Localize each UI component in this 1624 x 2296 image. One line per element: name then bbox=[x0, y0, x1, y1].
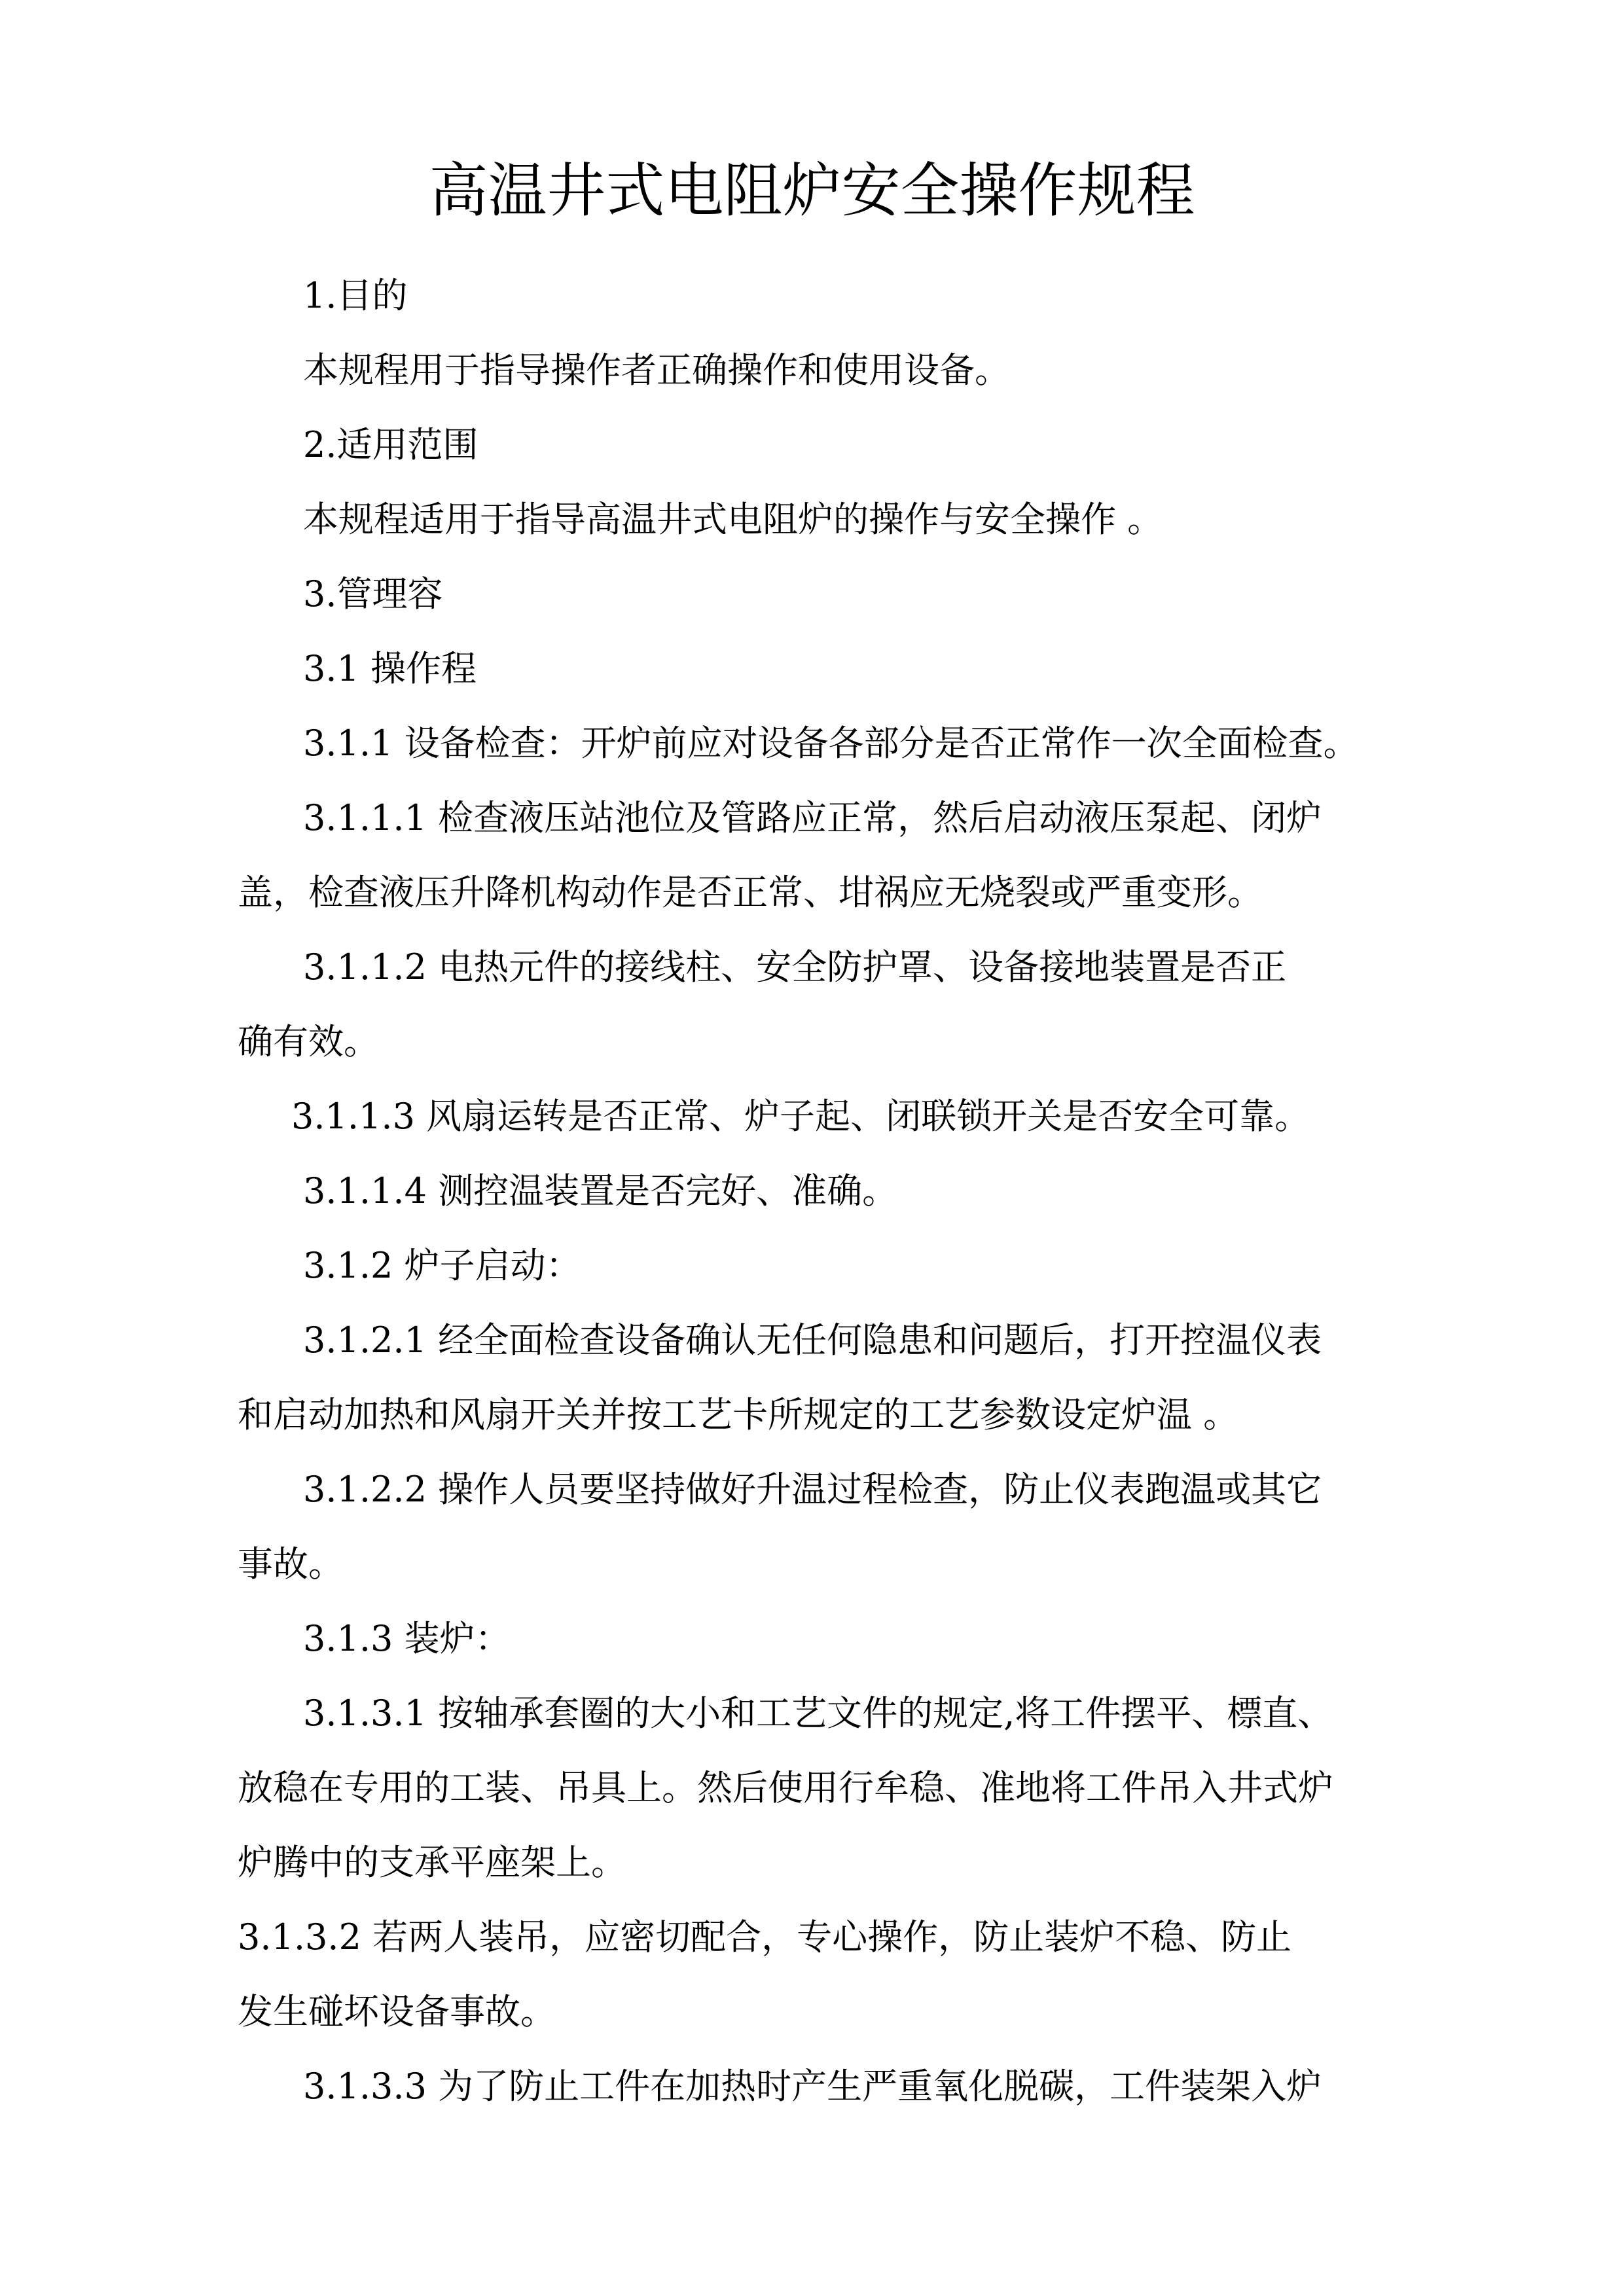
paragraph-line: 3.1.1.3 风扇运转是否正常、炉子起、闭联锁开关是否安全可靠。 bbox=[291, 1096, 1310, 1137]
paragraph-line: 和启动加热和风扇开关并按工艺卡所规定的工艺参数设定炉温 。 bbox=[238, 1394, 1239, 1435]
paragraph-line: 3.1.2 炉子启动： bbox=[303, 1245, 581, 1286]
paragraph-line: 3.1.1.4 测控温装置是否完好、准确。 bbox=[303, 1170, 898, 1211]
paragraph-line: 3.1.1 设备检查：开炉前应对设备各部分是否正常作一次全面检查。 bbox=[303, 723, 1359, 764]
paragraph-line: 本规程用于指导操作者正确操作和使用设备。 bbox=[303, 350, 1010, 391]
paragraph-line: 3.1.1.1 检查液压站池位及管路应正常，然后启动液压泵起、闭炉 bbox=[303, 797, 1322, 838]
paragraph-line: 3.1 操作程 bbox=[303, 648, 477, 689]
paragraph-line: 3.1.3.3 为了防止工件在加热时产生严重氧化脱碳，工件装架入炉 bbox=[303, 2066, 1322, 2107]
document-title: 高温井式电阻炉安全操作规程 bbox=[429, 156, 1195, 225]
paragraph-line: 炉腾中的支承平座架上。 bbox=[238, 1842, 626, 1883]
paragraph-line: 发生碰坏设备事故。 bbox=[238, 1991, 556, 2032]
paragraph-line: 本规程适用于指导高温井式电阻炉的操作与安全操作 。 bbox=[303, 499, 1163, 540]
paragraph-line: 3.1.3.1 按轴承套圈的大小和工艺文件的规定,将工件摆平、標直、 bbox=[303, 1693, 1333, 1734]
paragraph-line: 3.1.2.2 操作人员要坚持做好升温过程检查，防止仪表跑温或其它 bbox=[303, 1469, 1322, 1510]
paragraph-line: 确有效。 bbox=[238, 1021, 379, 1062]
paragraph-line: 2.适用范围 bbox=[303, 424, 478, 465]
paragraph-line: 3.1.1.2 电热元件的接线柱、安全防护罩、设备接地装置是否正 bbox=[303, 946, 1287, 988]
paragraph-line: 3.1.3 装炉： bbox=[303, 1618, 511, 1659]
paragraph-line: 盖，检查液压升降机构动作是否正常、坩祸应无烧裂或严重变形。 bbox=[238, 872, 1263, 913]
paragraph-line: 3.管理容 bbox=[303, 573, 443, 615]
paragraph-line: 放稳在专用的工装、吊具上。然后使用行牟稳、准地将工件吊入井式炉 bbox=[238, 1767, 1333, 1808]
paragraph-line: 3.1.3.2 若两人装吊，应密切配合，专心操作，防止装炉不稳、防止 bbox=[238, 1916, 1292, 1958]
paragraph-line: 事故。 bbox=[238, 1543, 344, 1585]
paragraph-line: 3.1.2.1 经全面检查设备确认无任何隐患和问题后，打开控温仪表 bbox=[303, 1319, 1322, 1361]
paragraph-line: 1.目的 bbox=[303, 275, 408, 316]
